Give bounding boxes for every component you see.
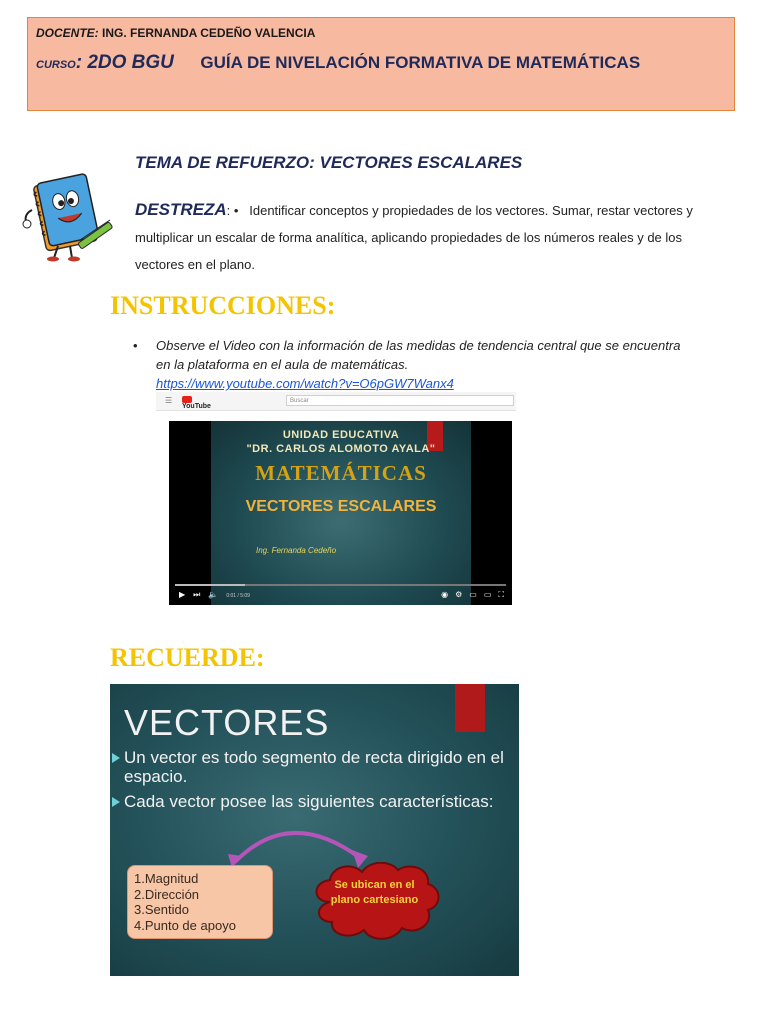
video-school-line2: "DR. CARLOS ALOMOTO AYALA" bbox=[246, 443, 436, 455]
curved-arrows-icon bbox=[210, 818, 380, 868]
settings-gear-icon[interactable]: ⚙ bbox=[455, 590, 463, 599]
characteristics-box bbox=[127, 865, 273, 939]
triangle-bullet-icon bbox=[112, 797, 120, 807]
destreza-separator: : • bbox=[226, 203, 239, 218]
characteristic-item: 3.Sentido bbox=[134, 902, 189, 917]
video-author: Ing. Fernanda Cedeño bbox=[256, 546, 337, 555]
curso-label: CURSO bbox=[36, 59, 76, 71]
video-topic: VECTORES ESCALARES bbox=[245, 498, 437, 515]
youtube-link[interactable]: https://www.youtube.com/watch?v=O6pGW7Wanx4 bbox=[156, 376, 454, 391]
video-screenshot[interactable] bbox=[156, 392, 516, 610]
video-subject: MATEMÁTICAS bbox=[255, 461, 427, 485]
slide-bullet-1-text: Un vector es todo segmento de recta dirigido en el espacio. bbox=[124, 748, 504, 786]
video-controls-right bbox=[434, 590, 504, 600]
cloud-text: Se ubican en el plano cartesiano bbox=[330, 879, 419, 906]
video-time: 0:01 / 5:09 bbox=[226, 593, 250, 599]
bullet-dot-icon: • bbox=[133, 338, 138, 353]
triangle-bullet-icon bbox=[112, 753, 120, 763]
next-icon[interactable]: ⏭ bbox=[193, 590, 201, 599]
youtube-play-icon bbox=[182, 396, 192, 403]
video-player[interactable] bbox=[169, 421, 512, 605]
theater-icon[interactable]: ▭ bbox=[483, 590, 492, 599]
volume-icon[interactable]: 🔈 bbox=[208, 590, 219, 599]
destreza-label: DESTREZA bbox=[135, 200, 227, 219]
characteristic-item: 2.Dirección bbox=[134, 886, 200, 902]
docente-name: ING. FERNANDA CEDEÑO VALENCIA bbox=[102, 26, 316, 40]
video-progress-bar[interactable] bbox=[175, 584, 506, 586]
docente-line bbox=[36, 26, 315, 40]
slide-ribbon bbox=[455, 684, 485, 732]
slide-title: VECTORES bbox=[124, 702, 330, 743]
play-icon[interactable]: ▶ bbox=[179, 590, 186, 599]
destreza-block bbox=[135, 196, 730, 278]
characteristic-item: 4.Punto de apoyo bbox=[134, 917, 236, 933]
header-box bbox=[27, 17, 735, 111]
curso-value: : 2DO BGU bbox=[75, 52, 174, 73]
video-progress-fill bbox=[175, 584, 245, 586]
characteristic-item: 1.Magnitud bbox=[134, 871, 199, 886]
docente-label: DOCENTE: bbox=[36, 26, 99, 40]
youtube-topbar bbox=[156, 392, 516, 411]
menu-icon[interactable]: ☰ bbox=[165, 396, 173, 405]
slide-bullet-2-text: Cada vector posee las siguientes características: bbox=[124, 792, 494, 811]
video-controls bbox=[169, 581, 512, 605]
vectores-slide bbox=[110, 684, 519, 976]
youtube-logo[interactable] bbox=[182, 396, 222, 411]
video-controls-left bbox=[179, 590, 258, 600]
slide-bullet-2 bbox=[110, 792, 510, 811]
instruction-bullet bbox=[133, 336, 693, 393]
youtube-logo-text: YouTube bbox=[182, 403, 211, 411]
recuerde-heading: RECUERDE: bbox=[110, 643, 265, 672]
notebook-mascot-icon bbox=[18, 170, 118, 262]
video-slide bbox=[211, 421, 471, 605]
autoplay-toggle-icon[interactable]: ◉ bbox=[441, 590, 449, 599]
guide-title: GUÍA DE NIVELACIÓN FORMATIVA DE MATEMÁTICAS bbox=[200, 53, 641, 72]
slide-bullet-1 bbox=[110, 748, 510, 786]
miniplayer-icon[interactable]: ▭ bbox=[469, 590, 477, 599]
tema-title: TEMA DE REFUERZO: VECTORES ESCALARES bbox=[135, 153, 523, 172]
destreza-text: Identificar conceptos y propiedades de los vectores. Sumar, restar vectores y multiplicar un escalar de forma analítica, aplicando propiedades de los números reales y de los vectores en el plano. bbox=[135, 203, 693, 272]
instruction-text: Observe el Video con la información de las medidas de tendencia central que se encuentra en la plataforma en el aula de matemáticas. bbox=[156, 338, 681, 372]
fullscreen-icon[interactable]: ⛶ bbox=[498, 590, 504, 599]
instrucciones-heading: INSTRUCCIONES: bbox=[110, 291, 336, 320]
youtube-search-input[interactable]: Buscar bbox=[286, 395, 514, 406]
curso-line bbox=[36, 52, 640, 74]
video-school-line1: UNIDAD EDUCATIVA bbox=[282, 429, 400, 441]
